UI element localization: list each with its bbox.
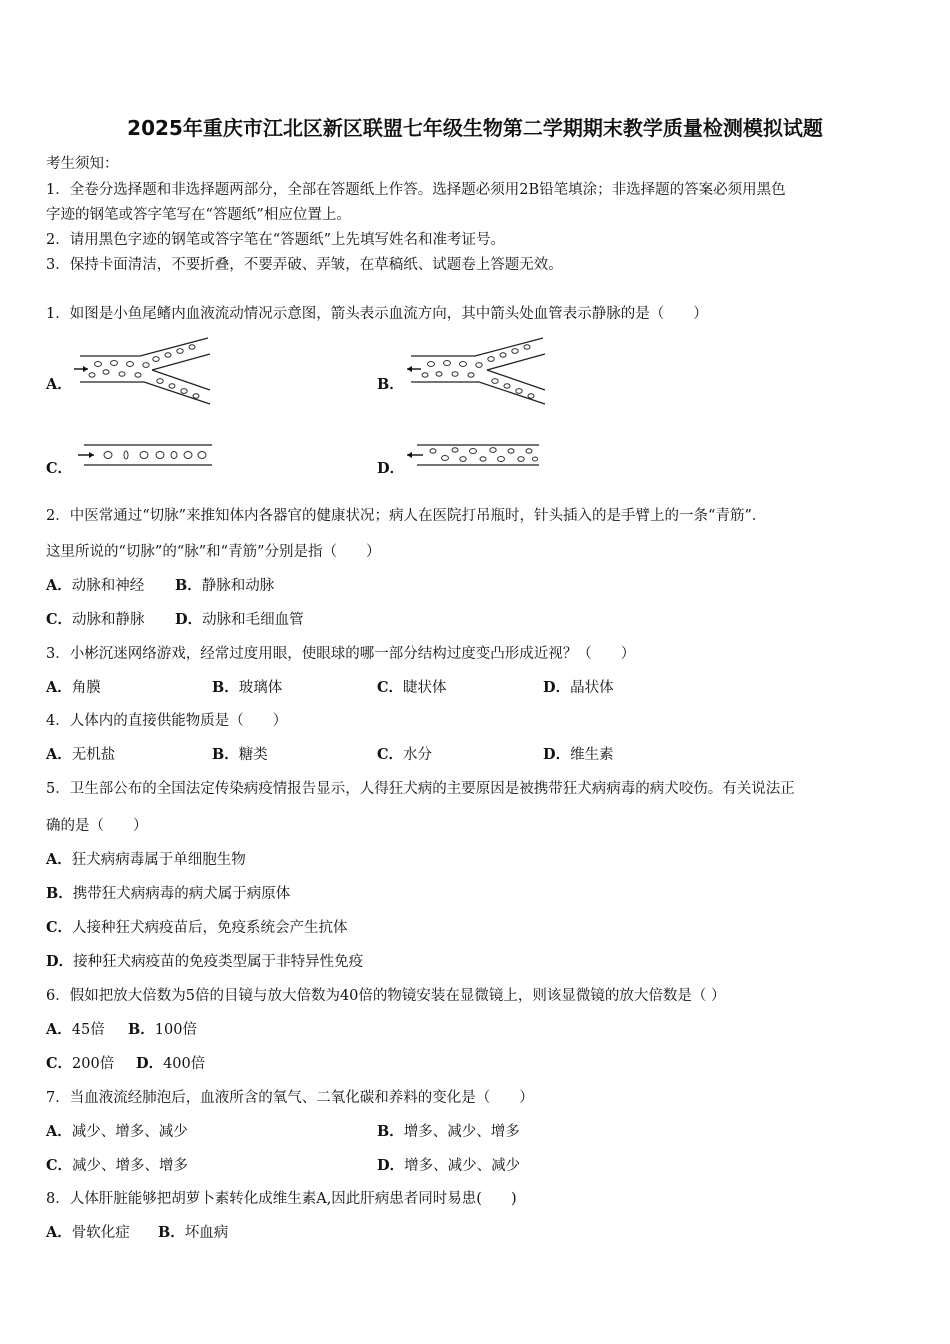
notice-line: 3．保持卡面清洁，不要折叠，不要弄破、弄皱，在草稿纸、试题卷上答题无效。 xyxy=(46,257,563,273)
q7-option-a[interactable]: A．减少、增多、减少 xyxy=(46,1123,188,1140)
q1-option-c-label: C． xyxy=(46,460,73,477)
q7-option-d[interactable]: D．增多、减少、减少 xyxy=(377,1157,521,1174)
q3-option-d[interactable]: D．晶状体 xyxy=(543,679,614,696)
q5-stem-cont: 确的是（ ） xyxy=(46,818,148,834)
q6-option-c[interactable]: C．200倍 xyxy=(46,1055,115,1072)
q5-option-a[interactable]: A．狂犬病病毒属于单细胞生物 xyxy=(46,851,246,868)
q3-stem: 3．小彬沉迷网络游戏，经常过度用眼，使眼球的哪一部分结构过度变凸形成近视？（ ） xyxy=(46,646,636,662)
q8-stem: 8．人体肝脏能够把胡萝卜素转化成维生素A,因此肝病患者同时易患( ) xyxy=(46,1191,517,1207)
q6-option-a[interactable]: A．45倍 xyxy=(46,1021,105,1038)
q3-option-c[interactable]: C．睫状体 xyxy=(377,679,447,696)
q5-option-d[interactable]: D．接种狂犬病疫苗的免疫类型属于非特异性免疫 xyxy=(46,953,364,970)
notice-line: 1．全卷分选择题和非选择题两部分，全部在答题纸上作答。选择题必须用2B铅笔填涂；非选择题的答案必须用黑色 xyxy=(46,182,786,198)
q2-stem: 2．中医常通过“切脉”来推知体内各器官的健康状况；病人在医院打吊瓶时，针头插入的是手臂上的一条“青筋”． xyxy=(46,508,767,524)
notice-heading: 考生须知： xyxy=(46,156,119,172)
q2-option-a[interactable]: A．动脉和神经 xyxy=(46,577,145,594)
q4-option-d[interactable]: D．维生素 xyxy=(543,746,614,763)
q1-option-b-label: B． xyxy=(377,376,404,393)
q1-diagram-c-capillary-single-file xyxy=(72,440,214,470)
q1-diagram-a-vessel-branching-arrow-in xyxy=(72,334,214,408)
q7-option-b[interactable]: B．增多、减少、增多 xyxy=(377,1123,520,1140)
q4-option-c[interactable]: C．水分 xyxy=(377,746,433,763)
q8-option-a[interactable]: A．骨软化症 xyxy=(46,1224,130,1241)
q5-option-c[interactable]: C．人接种狂犬病疫苗后，免疫系统会产生抗体 xyxy=(46,919,348,936)
page-title: 2025年重庆市江北区新区联盟七年级生物第二学期期末教学质量检测模拟试题 xyxy=(127,116,823,140)
q2-stem-cont: 这里所说的“切脉”的“脉”和“青筋”分别是指（ ） xyxy=(46,544,381,560)
q4-option-a[interactable]: A．无机盐 xyxy=(46,746,116,763)
q1-option-d-label: D． xyxy=(377,460,405,477)
q5-option-b[interactable]: B．携带狂犬病病毒的病犬属于病原体 xyxy=(46,885,291,902)
q4-stem: 4．人体内的直接供能物质是（ ） xyxy=(46,713,288,729)
q6-option-d[interactable]: D．400倍 xyxy=(136,1055,206,1072)
q3-option-a[interactable]: A．角膜 xyxy=(46,679,101,696)
q2-option-d[interactable]: D．动脉和毛细血管 xyxy=(175,611,304,628)
q1-diagram-d-vessel-arrow-out xyxy=(403,440,543,470)
notice-line: 字迹的钢笔或答字笔写在“答题纸”相应位置上。 xyxy=(46,207,351,223)
q6-stem: 6．假如把放大倍数为5倍的目镜与放大倍数为40倍的物镜安装在显微镜上，则该显微镜的放大倍数是（ ） xyxy=(46,988,726,1004)
notice-line: 2．请用黑色字迹的钢笔或答字笔在“答题纸”上先填写姓名和准考证号。 xyxy=(46,232,506,248)
q7-option-c[interactable]: C．减少、增多、增多 xyxy=(46,1157,189,1174)
q6-option-b[interactable]: B．100倍 xyxy=(128,1021,197,1038)
q1-option-a-label: A． xyxy=(46,376,72,393)
q1-diagram-b-vessel-branching-arrow-out xyxy=(403,334,549,408)
q8-option-b[interactable]: B．坏血病 xyxy=(158,1224,229,1241)
q5-stem: 5．卫生部公布的全国法定传染病疫情报告显示，人得狂犬病的主要原因是被携带狂犬病病毒的病犬咬伤。有关说法正 xyxy=(46,781,795,797)
q7-stem: 7．当血液流经肺泡后，血液所含的氧气、二氧化碳和养料的变化是（ ） xyxy=(46,1090,534,1106)
q2-option-b[interactable]: B．静脉和动脉 xyxy=(175,577,275,594)
q2-option-c[interactable]: C．动脉和静脉 xyxy=(46,611,145,628)
q3-option-b[interactable]: B．玻璃体 xyxy=(212,679,283,696)
q1-stem: 1．如图是小鱼尾鳍内血液流动情况示意图，箭头表示血流方向，其中箭头处血管表示静脉的是（ ） xyxy=(46,306,708,322)
q4-option-b[interactable]: B．糖类 xyxy=(212,746,268,763)
